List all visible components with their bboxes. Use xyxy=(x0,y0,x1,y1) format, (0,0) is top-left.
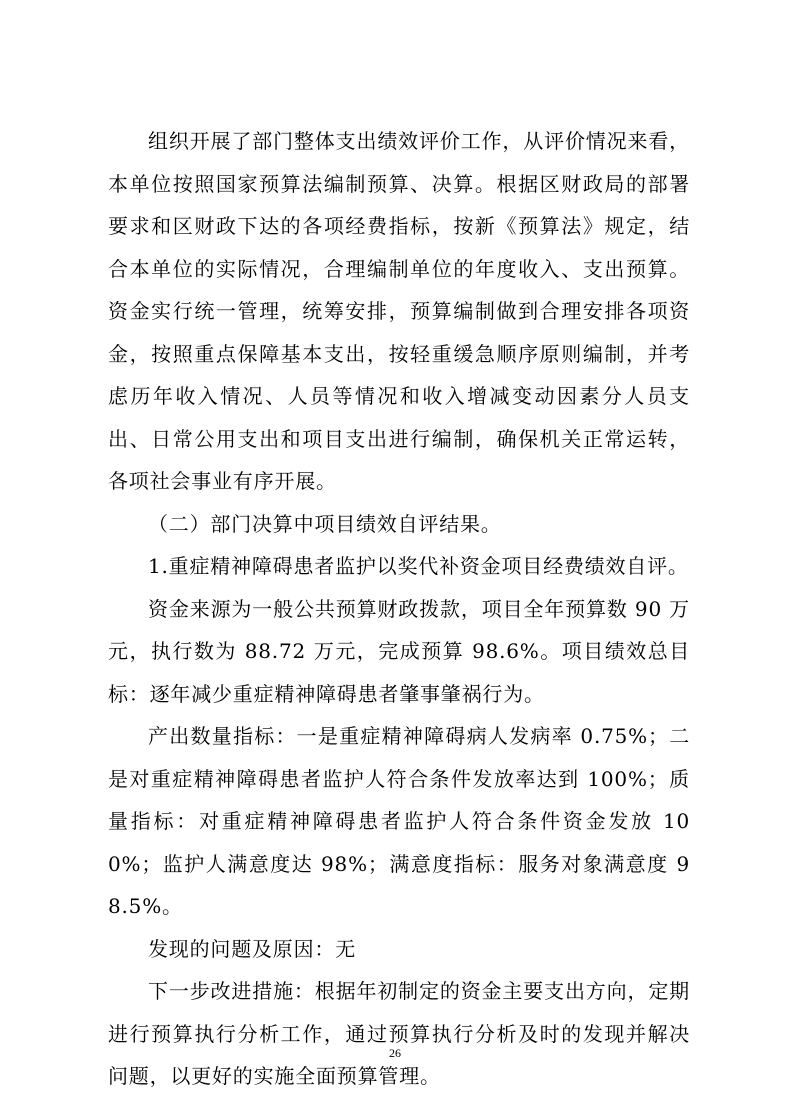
page-number: 26 xyxy=(389,1046,401,1060)
paragraph-performance-evaluation: 组织开展了部门整体支出绩效评价工作，从评价情况来看，本单位按照国家预算法编制预算、决算。根据区财政局的部署要求和区财政下达的各项经费指标，按新《预算法》规定，结合本单位的实际情况，合理编制单位的年度收入、支出预算。资金实行统一管理，统筹安排，预算编制做到合理安排各项资金，按照重点保障基本支出，按轻重缓急顺序原则编制，并考虑历年收入情况、人员等情况和收入增减变动因素分人员支出、日常公用支出和项目支出进行编制，确保机关正常运转，各项社会事业有序开展。 xyxy=(108,129,690,493)
paragraph-funding-source: 资金来源为一般公共预算财政拨款，项目全年预算数 90 万元，执行数为 88.72 万元，完成预算 98.6%。项目绩效总目标：逐年减少重症精神障碍患者肇事肇祸行为。 xyxy=(108,596,690,706)
paragraph-output-indicators: 产出数量指标：一是重症精神障碍病人发病率 0.75%；二是对重症精神障碍患者监护人符合条件发放率达到 100%；质量指标：对重症精神障碍患者监护人符合条件资金发放 100%；监护人满意度达 98%；满意度指标：服务对象满意度 98.5%。 xyxy=(108,724,690,918)
document-body xyxy=(108,120,690,1098)
item-heading-mental-health-subsidy: 1.重症精神障碍患者监护以奖代补资金项目经费绩效自评。 xyxy=(148,554,689,578)
paragraph-problems-found: 发现的问题及原因：无 xyxy=(148,936,356,961)
section-heading-project-results: （二）部门决算中项目绩效自评结果。 xyxy=(148,511,502,536)
paragraph-improvement-measures: 下一步改进措施：根据年初制定的资金主要支出方向，定期进行预算执行分析工作，通过预算执行分析及时的发现并解决问题，以更好的实施全面预算管理。 xyxy=(108,979,690,1088)
